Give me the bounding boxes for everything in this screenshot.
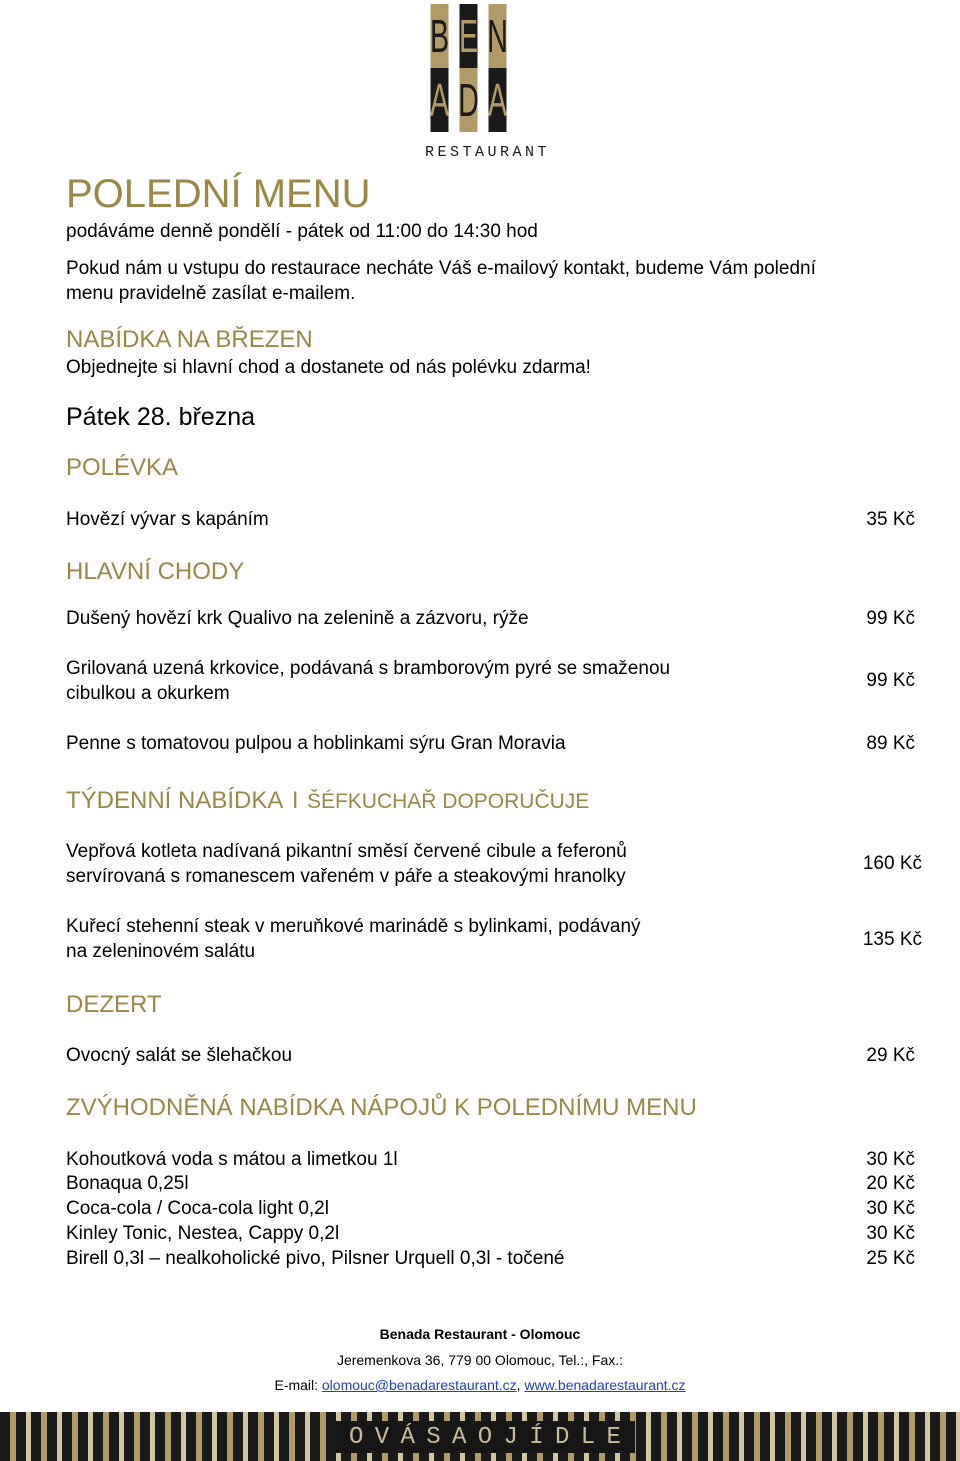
logo-letter: A <box>489 68 507 132</box>
menu-item-price: 99 Kč <box>866 608 915 629</box>
drink-item: Bonaqua 0,25l <box>66 1173 189 1194</box>
drink-item: Birell 0,3l – nealkoholické pivo, Pilsner Urquell 0,3l - točené <box>66 1248 565 1269</box>
menu-item-price: 99 Kč <box>866 670 915 691</box>
menu-item-price: 135 Kč <box>862 929 922 950</box>
tagline-letter: V <box>374 1423 390 1451</box>
drink-price: 30 Kč <box>866 1198 915 1219</box>
soup-heading: POLÉVKA <box>66 454 179 481</box>
footer-contacts <box>0 1377 960 1393</box>
menu-item: Kuřecí stehenní steak v meruňkové marinádě s bylinkami, podávaný <box>66 916 641 937</box>
menu-item-price: 35 Kč <box>866 509 915 530</box>
drink-item: Kinley Tonic, Nestea, Cappy 0,2l <box>66 1223 340 1244</box>
footer-restaurant-name: Benada Restaurant - Olomouc <box>379 1326 581 1342</box>
footer-email-link[interactable]: olomouc@benadarestaurant.cz <box>321 1377 517 1393</box>
mains-heading: HLAVNÍ CHODY <box>66 558 245 585</box>
tagline-letter: O <box>349 1423 364 1451</box>
footer-address: Jeremenkova 36, 779 00 Olomouc, Tel.:, Fax.: <box>336 1352 624 1368</box>
logo-subtitle: RESTAURANT <box>425 144 551 161</box>
menu-item-price: 160 Kč <box>862 853 922 874</box>
weekly-heading: TÝDENNÍ NABÍDKA <box>66 787 284 814</box>
weekly-subheading: ŠÉFKUCHAŘ DOPORUČUJE <box>306 790 590 813</box>
dessert-heading: DEZERT <box>66 991 162 1018</box>
logo-letter: D <box>460 68 478 132</box>
page-title: POLEDNÍ MENU <box>66 172 371 216</box>
drink-price: 30 Kč <box>866 1149 915 1170</box>
logo-letter: B <box>431 4 449 68</box>
tagline-letter: S <box>426 1423 441 1451</box>
menu-item: Vepřová kotleta nadívaná pikantní směsí červené cibule a feferonů <box>66 841 627 862</box>
intro-line-2: menu pravidelně zasílat e-mailem. <box>66 283 356 304</box>
menu-item-cont: cibulkou a okurkem <box>66 683 230 704</box>
tagline-letter: Á <box>400 1423 415 1451</box>
intro-line-1: Pokud nám u vstupu do restaurace necháte Váš e-mailový kontakt, budeme Vám polední <box>66 258 816 279</box>
tagline-letter: A <box>452 1423 467 1451</box>
logo-letter: N <box>489 4 507 68</box>
menu-item-cont: servírovaná s romanescem vařeném v páře a steakovými hranolky <box>66 866 626 887</box>
menu-item-cont: na zeleninovém salátu <box>66 941 256 962</box>
drink-item: Coca-cola / Coca-cola light 0,2l <box>66 1198 329 1219</box>
tagline-letter: L <box>580 1423 596 1451</box>
menu-item: Grilovaná uzená krkovice, podávaná s bramborovým pyré se smaženou <box>66 658 671 679</box>
tagline-banner <box>335 1421 635 1453</box>
serving-hours: podáváme denně pondělí - pátek od 11:00 do 14:30 hod <box>66 221 538 242</box>
weekly-heading-row <box>66 787 589 815</box>
tagline-letter: J <box>503 1423 518 1451</box>
footer-separator: , <box>516 1377 525 1393</box>
offer-heading: NABÍDKA NA BŘEZEN <box>66 326 313 353</box>
menu-item-price: 29 Kč <box>866 1045 915 1066</box>
drink-price: 25 Kč <box>866 1248 915 1269</box>
tagline-letter: O <box>477 1423 493 1451</box>
footer-website-link[interactable]: www.benadarestaurant.cz <box>524 1377 686 1393</box>
logo-letter: E <box>460 4 478 68</box>
weekly-separator: I <box>291 787 299 814</box>
footer-email-label: E-mail: <box>274 1377 322 1393</box>
menu-date: Pátek 28. března <box>66 403 256 431</box>
tagline-letter: Í <box>529 1423 544 1451</box>
drink-item: Kohoutková voda s mátou a limetkou 1l <box>66 1149 398 1170</box>
drink-price: 20 Kč <box>866 1173 915 1194</box>
menu-item: Dušený hovězí krk Qualivo na zelenině a zázvoru, rýže <box>66 608 529 629</box>
menu-item: Penne s tomatovou pulpou a hoblinkami sýru Gran Moravia <box>66 733 566 754</box>
offer-text: Objednejte si hlavní chod a dostanete od nás polévku zdarma! <box>66 357 591 378</box>
drink-price: 30 Kč <box>866 1223 915 1244</box>
logo-letter: A <box>431 68 449 132</box>
menu-item: Hovězí vývar s kapáním <box>66 509 269 530</box>
tagline-letter: E <box>606 1423 621 1451</box>
benada-logo <box>425 4 551 161</box>
menu-item-price: 89 Kč <box>866 733 915 754</box>
drinks-heading: ZVÝHODNĚNÁ NABÍDKA NÁPOJŮ K POLEDNÍMU MENU <box>66 1094 697 1121</box>
menu-item: Ovocný salát se šlehačkou <box>66 1045 293 1066</box>
tagline-letter: D <box>555 1423 570 1451</box>
